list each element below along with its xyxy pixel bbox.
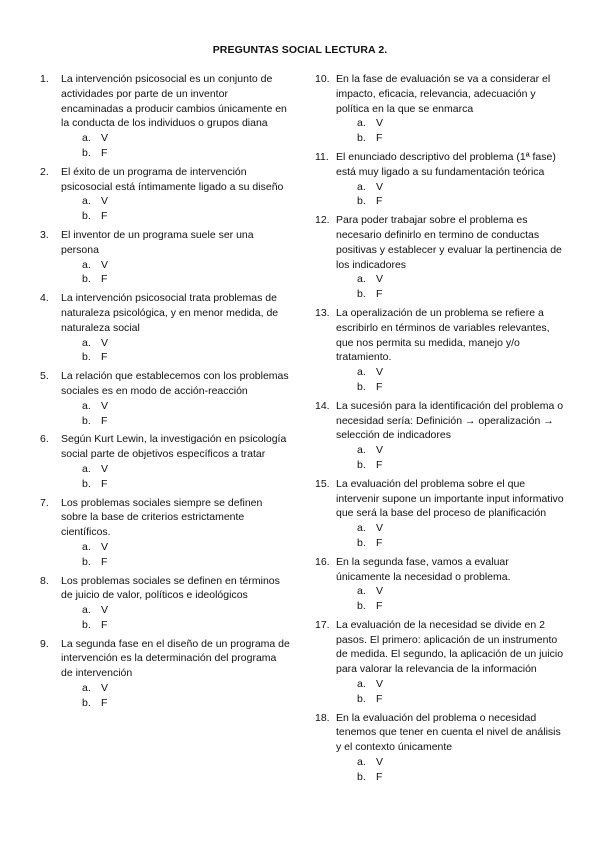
question-text: Los problemas sociales siempre se definen sobre la base de criterios estrictamente científicos. xyxy=(61,496,263,539)
option-value: V xyxy=(101,399,109,412)
question-number: 5. xyxy=(40,370,49,383)
question-number: 1. xyxy=(40,73,49,85)
question-text: El enunciado descriptivo del problema (1ª fase) está muy ligado a su fundamentación teórica xyxy=(336,150,556,178)
answer-options xyxy=(336,116,565,146)
option-letter: b. xyxy=(82,477,91,490)
question-item xyxy=(315,306,565,395)
option-letter: a. xyxy=(357,522,366,535)
option-letter: a. xyxy=(357,756,366,769)
option-letter: b. xyxy=(82,351,91,364)
answer-option xyxy=(336,458,565,473)
option-letter: a. xyxy=(357,444,366,457)
question-text: Los problemas sociales se definen en términos de juicio de valor, políticos e ideológicos xyxy=(61,574,280,602)
answer-options xyxy=(61,194,290,224)
question-item xyxy=(315,72,565,146)
question-text: En la segunda fase, vamos a evaluar únicamente la necesidad o problema. xyxy=(336,555,511,583)
option-value: V xyxy=(101,604,109,617)
question-text: El éxito de un programa de intervención psicosocial está íntimamente ligado a su diseño xyxy=(61,165,284,193)
question-number: 16. xyxy=(315,555,330,568)
question-number: 18. xyxy=(315,711,330,724)
option-letter: b. xyxy=(357,692,366,705)
option-letter: a. xyxy=(357,585,366,598)
answer-option xyxy=(61,350,290,365)
answer-options xyxy=(61,399,290,429)
option-value: F xyxy=(376,195,383,208)
question-item xyxy=(40,165,290,224)
answer-option xyxy=(61,477,290,492)
answer-option xyxy=(61,696,290,711)
answer-option xyxy=(61,540,290,555)
question-number: 6. xyxy=(40,433,49,446)
option-letter: a. xyxy=(82,399,91,412)
option-value: F xyxy=(376,458,383,471)
option-value: F xyxy=(101,618,108,631)
question-number: 9. xyxy=(40,637,49,650)
option-value: F xyxy=(376,132,383,145)
option-value: V xyxy=(376,366,384,379)
answer-option xyxy=(61,618,290,633)
answer-option xyxy=(61,336,290,351)
answer-options xyxy=(336,584,565,614)
option-value: F xyxy=(101,477,108,490)
option-value: F xyxy=(376,600,383,613)
option-value: V xyxy=(376,117,384,130)
question-item xyxy=(40,496,290,570)
answer-options xyxy=(61,336,290,366)
question-text: La evaluación de la necesidad se divide en 2 pasos. El primero: aplicación de un instrumento de medida. El segundo, la aplicación de un juicio para valorar la relevancia de la información xyxy=(336,618,564,676)
answer-option xyxy=(61,681,290,696)
option-letter: b. xyxy=(82,618,91,631)
option-letter: b. xyxy=(357,380,366,393)
page-title: PREGUNTAS SOCIAL LECTURA 2. xyxy=(212,44,388,56)
answer-option xyxy=(61,258,290,273)
answer-option xyxy=(336,599,565,614)
answer-option xyxy=(61,272,290,287)
question-text: La sucesión para la identificación del problema o necesidad sería: Definición → operalización → selección de indicadores xyxy=(336,399,564,442)
left-column xyxy=(40,72,290,715)
option-value: V xyxy=(101,462,109,475)
option-value: V xyxy=(376,756,384,769)
answer-option xyxy=(61,555,290,570)
question-text: La segunda fase en el diseño de un programa de intervención es la determinación del programa de intervención xyxy=(61,637,290,680)
question-item xyxy=(40,574,290,633)
option-letter: b. xyxy=(82,696,91,709)
option-letter: b. xyxy=(82,146,91,159)
answer-option xyxy=(336,755,565,770)
answer-options xyxy=(61,603,290,633)
option-value: F xyxy=(101,696,108,709)
question-item xyxy=(315,477,565,551)
answer-options xyxy=(61,131,290,161)
right-column xyxy=(315,72,565,789)
option-letter: b. xyxy=(82,414,91,427)
answer-options xyxy=(336,443,565,473)
question-text: El inventor de un programa suele ser una persona xyxy=(61,228,254,256)
answer-option xyxy=(336,180,565,195)
option-value: V xyxy=(101,540,109,553)
option-letter: a. xyxy=(82,336,91,349)
option-value: V xyxy=(376,678,384,691)
question-text: La operalización de un problema se refiere a escribirlo en términos de variables relevantes, que nos permita su medida, manejo y/o tratamiento. xyxy=(336,306,550,364)
answer-option xyxy=(336,194,565,209)
option-letter: b. xyxy=(82,273,91,286)
answer-options xyxy=(336,677,565,707)
question-number: 12. xyxy=(315,214,330,227)
option-value: V xyxy=(101,336,109,349)
option-letter: a. xyxy=(82,132,91,145)
option-value: F xyxy=(101,146,108,159)
question-item xyxy=(315,399,565,473)
option-letter: a. xyxy=(82,682,91,695)
answer-option xyxy=(336,380,565,395)
option-letter: b. xyxy=(357,770,366,783)
answer-option xyxy=(336,287,565,302)
option-letter: a. xyxy=(82,258,91,271)
option-letter: b. xyxy=(357,132,366,145)
question-number: 15. xyxy=(315,477,330,490)
option-letter: b. xyxy=(357,288,366,301)
option-value: V xyxy=(376,273,384,286)
question-number: 7. xyxy=(40,496,49,509)
answer-option xyxy=(61,209,290,224)
option-value: F xyxy=(101,210,108,223)
answer-option xyxy=(336,677,565,692)
question-item xyxy=(315,711,565,785)
option-value: V xyxy=(101,258,109,271)
question-number: 4. xyxy=(40,292,49,305)
question-text: En la evaluación del problema o necesidad tenemos que tener en cuenta el nivel de análisis y el contexto únicamente xyxy=(336,711,561,754)
option-value: F xyxy=(376,536,383,549)
question-number: 11. xyxy=(315,150,329,163)
option-letter: a. xyxy=(357,678,366,691)
option-letter: a. xyxy=(357,180,366,193)
question-text: Para poder trabajar sobre el problema es necesario definirlo en termino de conductas positivas y establecer y evaluar la pertinencia de los indicadores xyxy=(336,214,562,271)
option-letter: b. xyxy=(357,195,366,208)
question-number: 2. xyxy=(40,165,49,178)
answer-options xyxy=(336,365,565,395)
option-value: F xyxy=(101,273,108,286)
question-item xyxy=(315,555,565,614)
question-item xyxy=(315,618,565,707)
question-number: 17. xyxy=(315,618,330,631)
question-number: 10. xyxy=(315,73,330,85)
answer-option xyxy=(61,146,290,161)
option-value: F xyxy=(101,414,108,427)
question-number: 13. xyxy=(315,306,330,319)
option-value: F xyxy=(101,555,108,568)
option-letter: a. xyxy=(82,195,91,208)
option-value: F xyxy=(376,380,383,393)
answer-options xyxy=(336,755,565,785)
answer-option xyxy=(336,584,565,599)
question-item xyxy=(40,291,290,365)
answer-options xyxy=(61,258,290,288)
option-value: F xyxy=(376,692,383,705)
answer-option xyxy=(61,603,290,618)
question-item xyxy=(315,150,565,209)
answer-option xyxy=(336,521,565,536)
answer-options xyxy=(336,180,565,210)
question-text: En la fase de evaluación se va a considerar el impacto, eficacia, relevancia, adecuación y política en la que se enmarca xyxy=(336,73,551,115)
option-value: V xyxy=(101,132,109,145)
option-letter: a. xyxy=(357,366,366,379)
question-text: La evaluación del problema sobre el que intervenir supone un importante input informativo que será la base del proceso de planificación xyxy=(336,477,564,520)
answer-option xyxy=(61,194,290,209)
answer-option xyxy=(61,399,290,414)
option-value: F xyxy=(376,288,383,301)
option-value: V xyxy=(376,522,384,535)
question-item xyxy=(40,72,290,161)
question-number: 3. xyxy=(40,228,49,241)
answer-options xyxy=(61,540,290,570)
option-letter: a. xyxy=(82,462,91,475)
option-letter: b. xyxy=(357,458,366,471)
question-number: 14. xyxy=(315,399,330,412)
option-letter: b. xyxy=(82,210,91,223)
question-item xyxy=(40,228,290,287)
answer-option xyxy=(336,770,565,785)
question-item xyxy=(40,432,290,491)
answer-option xyxy=(336,116,565,131)
answer-option xyxy=(336,131,565,146)
option-value: V xyxy=(376,585,384,598)
option-letter: a. xyxy=(357,273,366,286)
option-value: F xyxy=(376,770,383,783)
option-letter: a. xyxy=(82,604,91,617)
option-letter: a. xyxy=(357,117,366,130)
question-text: Según Kurt Lewin, la investigación en psicología social parte de objetivos específicos a tratar xyxy=(61,433,287,461)
question-item xyxy=(315,213,565,302)
question-text: La relación que establecemos con los problemas sociales es en modo de acción-reacción xyxy=(61,370,289,397)
question-item xyxy=(40,369,290,428)
option-value: V xyxy=(101,195,109,208)
answer-option xyxy=(336,272,565,287)
answer-option xyxy=(61,131,290,146)
answer-option xyxy=(61,414,290,429)
answer-option xyxy=(61,462,290,477)
answer-option xyxy=(336,692,565,707)
question-text: La intervención psicosocial es un conjunto de actividades por parte de un inventor encaminadas a producir cambios únicamente en la conducta de los individuos o grupos diana xyxy=(61,73,287,130)
question-text: La intervención psicosocial trata problemas de naturaleza psicológica, y en menor medida, de naturaleza social xyxy=(61,292,279,334)
option-value: V xyxy=(376,180,384,193)
option-letter: b. xyxy=(357,536,366,549)
option-value: V xyxy=(101,682,109,695)
question-number: 8. xyxy=(40,574,49,587)
option-letter: a. xyxy=(82,540,91,553)
option-value: F xyxy=(101,351,108,364)
question-item xyxy=(40,637,290,711)
answer-options xyxy=(61,462,290,492)
option-value: V xyxy=(376,444,384,457)
answer-options xyxy=(336,521,565,551)
answer-options xyxy=(336,272,565,302)
answer-option xyxy=(336,443,565,458)
answer-option xyxy=(336,536,565,551)
answer-options xyxy=(61,681,290,711)
answer-option xyxy=(336,365,565,380)
option-letter: b. xyxy=(357,600,366,613)
option-letter: b. xyxy=(82,555,91,568)
